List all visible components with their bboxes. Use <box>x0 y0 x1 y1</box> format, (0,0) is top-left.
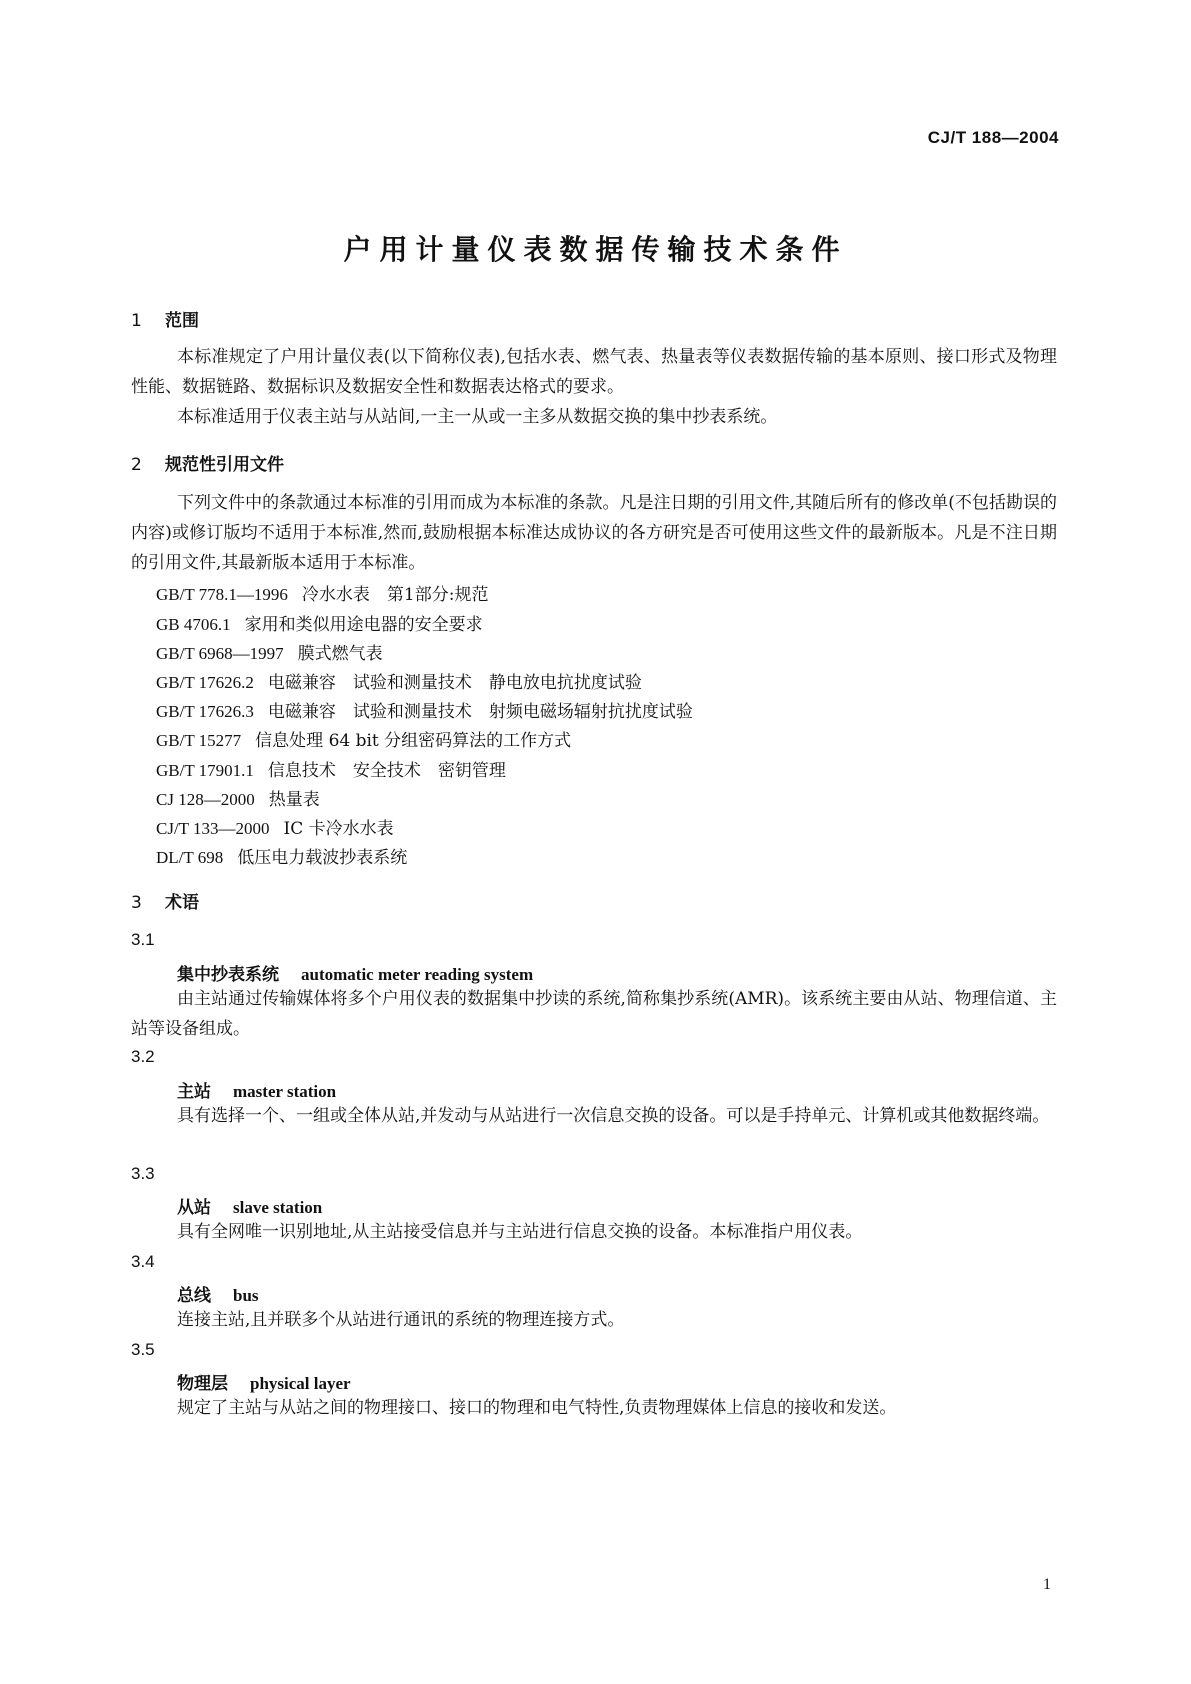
term-zh: 物理层 <box>177 1374 228 1394</box>
term-definition: 具有全网唯一识别地址,从主站接受信息并与主站进行信息交换的设备。本标准指户用仪表。 <box>177 1222 863 1242</box>
section-title: 规范性引用文件 <box>165 455 284 475</box>
reference-code: GB/T 6968—1997 <box>156 644 284 663</box>
reference-code: GB/T 17901.1 <box>156 761 254 780</box>
reference-item <box>156 785 320 810</box>
term-en: slave station <box>233 1198 323 1217</box>
reference-title: 信息处理 64 bit 分组密码算法的工作方式 <box>255 731 572 751</box>
term-definition: 具有选择一个、一组或全体从站,并发动与从站进行一次信息交换的设备。可以是手持单元、计算机或其他数据终端。 <box>177 1106 1050 1126</box>
term-en: automatic meter reading system <box>301 965 534 984</box>
term-zh: 总线 <box>177 1286 211 1306</box>
reference-item <box>156 639 383 664</box>
term-zh: 主站 <box>177 1082 211 1102</box>
reference-item <box>156 726 571 751</box>
clause-number: 3.4 <box>131 1252 155 1271</box>
document-title: 户用计量仪表数据传输技术条件 <box>343 233 848 266</box>
reference-title: 冷水水表 第1部分:规范 <box>301 585 489 605</box>
paragraph: 下列文件中的条款通过本标准的引用而成为本标准的条款。凡是注日期的引用文件,其随后所有的修改单(不包括勘误的内容)或修订版均不适用于本标准,然而,鼓励根据本标准达成协议的各方研究是否可使用这些文件的最新版本。凡是不注日期的引用文件,其最新版本适用于本标准。 <box>131 493 1057 573</box>
reference-code: DL/T 698 <box>156 848 224 867</box>
term-heading <box>177 1193 322 1218</box>
reference-title: 热量表 <box>268 790 320 810</box>
term-definition: 规定了主站与从站之间的物理接口、接口的物理和电气特性,负责物理媒体上信息的接收和发送。 <box>177 1398 897 1418</box>
reference-item <box>156 697 693 722</box>
term-heading <box>177 960 533 985</box>
reference-title: 家用和类似用途电器的安全要求 <box>244 615 483 635</box>
section-number: 2 <box>131 455 142 475</box>
section-number: 1 <box>131 311 142 331</box>
term-heading <box>177 1077 336 1102</box>
paragraph: 本标准适用于仪表主站与从站间,一主一从或一主多从数据交换的集中抄表系统。 <box>177 407 778 427</box>
reference-item <box>156 756 506 781</box>
section-title: 范围 <box>165 311 199 331</box>
reference-title: 低压电力载波抄表系统 <box>237 848 408 868</box>
reference-title: 信息技术 安全技术 密钥管理 <box>267 761 506 781</box>
section-title: 术语 <box>165 893 199 913</box>
reference-code: CJ 128—2000 <box>156 790 255 809</box>
reference-title: 膜式燃气表 <box>297 644 383 664</box>
page-number: 1 <box>1043 1576 1051 1593</box>
section-3-heading <box>131 888 199 913</box>
term-definition: 由主站通过传输媒体将多个户用仪表的数据集中抄读的系统,简称集抄系统(AMR)。该系统主要由从站、物理信道、主站等设备组成。 <box>131 989 1057 1039</box>
reference-code: GB/T 17626.3 <box>156 702 254 721</box>
clause-number: 3.1 <box>131 930 155 949</box>
term-heading <box>177 1369 351 1394</box>
section-2-heading <box>131 450 284 475</box>
term-heading <box>177 1281 259 1306</box>
term-zh: 从站 <box>177 1198 211 1218</box>
section-number: 3 <box>131 893 142 913</box>
reference-code: GB 4706.1 <box>156 615 231 634</box>
term-definition: 连接主站,且并联多个从站进行通讯的系统的物理连接方式。 <box>177 1310 625 1330</box>
reference-item <box>156 843 407 868</box>
clause-number: 3.2 <box>131 1047 155 1066</box>
standard-code: CJ/T 188—2004 <box>927 128 1059 147</box>
clause-number: 3.5 <box>131 1340 155 1359</box>
reference-item <box>156 580 488 605</box>
reference-item <box>156 610 483 635</box>
reference-code: GB/T 17626.2 <box>156 673 254 692</box>
term-en: master station <box>233 1082 337 1101</box>
clause-number: 3.3 <box>131 1164 155 1183</box>
reference-code: CJ/T 133—2000 <box>156 819 270 838</box>
reference-item <box>156 668 642 693</box>
section-1-heading <box>131 306 199 331</box>
paragraph: 本标准规定了户用计量仪表(以下简称仪表),包括水表、燃气表、热量表等仪表数据传输的基本原则、接口形式及物理性能、数据链路、数据标识及数据安全性和数据表达格式的要求。 <box>131 347 1057 397</box>
reference-title: 电磁兼容 试验和测量技术 静电放电抗扰度试验 <box>267 673 642 693</box>
term-en: physical layer <box>250 1374 351 1393</box>
reference-title: IC 卡冷水水表 <box>283 819 394 839</box>
reference-code: GB/T 15277 <box>156 731 242 750</box>
reference-title: 电磁兼容 试验和测量技术 射频电磁场辐射抗扰度试验 <box>267 702 693 722</box>
term-zh: 集中抄表系统 <box>177 965 279 985</box>
reference-item <box>156 814 394 839</box>
reference-code: GB/T 778.1—1996 <box>156 585 288 604</box>
term-en: bus <box>233 1286 259 1305</box>
